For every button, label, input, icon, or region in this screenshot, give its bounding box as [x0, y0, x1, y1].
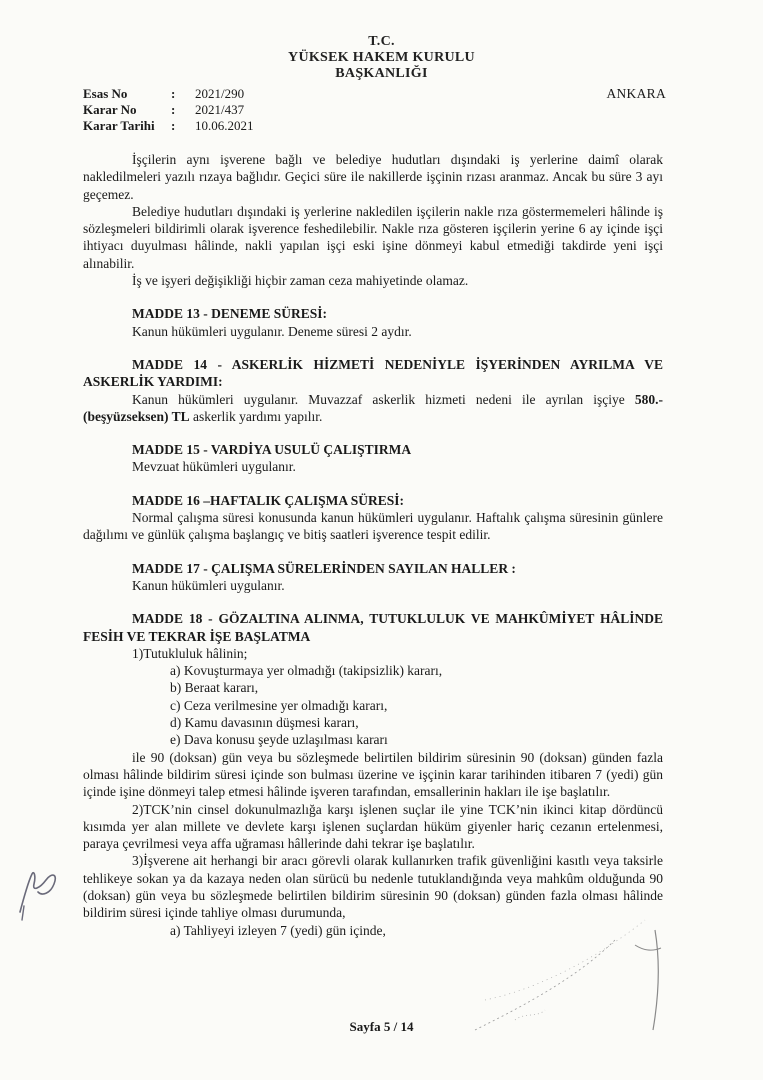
madde18-sub-d: d) Kamu davasının düşmesi kararı,	[170, 715, 359, 731]
madde13-title: MADDE 13 - DENEME SÜRESİ:	[132, 306, 328, 322]
madde14-text	[83, 391, 663, 426]
madde18-sub-a: a) Kovuşturmaya yer olmadığı (takipsizlik) kararı,	[170, 663, 443, 679]
meta-separator: :	[171, 86, 176, 101]
esas-label: Esas No	[83, 86, 128, 101]
case-metadata	[83, 86, 254, 134]
madde17-text: Kanun hükümleri uygulanır.	[132, 577, 285, 593]
intro-paragraph-2: Belediye hudutları dışındaki iş yerlerine nakledilen işçilerin nakle rıza göstermemeleri hâlinde iş sözleşmeleri bildirimli olarak işverence feshedilebilir. Nakle rıza gösteren işçilerin yerine 6 ay içinde işçi ihtiyacı duyulması hâlinde, nakli yapılan işçi eski işine dönmeyi kabul etmediği takdirde yeni işçi alınabilir.	[83, 203, 663, 271]
document-body	[83, 151, 663, 939]
intro-paragraph-3: İş ve işyeri değişikliği hiçbir zaman ceza mahiyetinde olamaz.	[132, 273, 469, 289]
madde18-sub-c: c) Ceza verilmesine yer olmadığı kararı,	[170, 697, 388, 713]
madde18-paragraph-after: ile 90 (doksan) gün veya bu sözleşmede belirtilen bildirim süresinin 90 (doksan) günden fazla olması hâlinde bildirim süresi içinde son bulması üzerine ve işçinin karar tarihinden itibaren 7 (yedi) gün içinde işine dönmeyi talep etmesi hâlinde işveren tarafından, emsallerinin hakları ile işe başlatılır.	[83, 749, 663, 800]
tarih-value: 10.06.2021	[195, 118, 254, 133]
meta-separator: :	[171, 118, 176, 133]
madde18-item3: 3)İşverene ait herhangi bir aracı görevli olarak kullanırken trafik güvenliğini kasıtlı veya taksirle tehlikeye sokan ya da kazaya neden olan sürücü bu nedenle tutuklandığında veya mahkûm olduğunda 90 (doksan) gün veya bu sözleşmede belirtilen bildirim süresinin 90 (doksan) günden fazla olması hâlinde bildirim süresi içinde tahliye olması durumunda,	[83, 853, 663, 921]
header-tc: T.C.	[368, 34, 395, 49]
madde18-item3-sub-a: a) Tahliyeyi izleyen 7 (yedi) gün içinde,	[170, 922, 386, 938]
madde15-text: Mevzuat hükümleri uygulanır.	[132, 459, 296, 475]
header-institution: YÜKSEK HAKEM KURULU	[288, 50, 475, 65]
madde14-title: MADDE 14 - ASKERLİK HİZMETİ NEDENİYLE İŞYERİNDEN AYRILMA VE ASKERLİK YARDIMI:	[83, 356, 663, 390]
meta-row-karar	[83, 102, 254, 118]
karar-label: Karar No	[83, 102, 137, 117]
document-header	[0, 34, 763, 82]
madde14-text-b: askerlik yardımı yapılır.	[189, 408, 323, 424]
madde18-sub-e: e) Dava konusu şeyde uzlaşılması kararı	[170, 732, 388, 748]
madde14-text-a: Kanun hükümleri uygulanır. Muvazzaf askerlik hizmeti nedeni ile ayrılan işçiye	[132, 391, 635, 407]
madde16-text: Normal çalışma süresi konusunda kanun hükümleri uygulanır. Haftalık çalışma süresinin günlere dağılımı ve günlük çalışma başlangıç ve bitiş saatleri işverence tespit edilir.	[83, 510, 663, 543]
madde14-amount: 580.- (beşyüzseksen) TL	[83, 391, 663, 424]
intro-paragraph-1: İşçilerin aynı işverene bağlı ve belediye hudutları dışındaki iş yerlerine daimî olarak nakledilmeleri yazılı rızaya bağlıdır. Geçici süre ile nakillerde işçinin rızası aranmaz. Ancak bu süre 3 ayı geçemez.	[83, 152, 663, 202]
madde16-title: MADDE 16 –HAFTALIK ÇALIŞMA SÜRESİ:	[132, 492, 405, 508]
madde17-title: MADDE 17 - ÇALIŞMA SÜRELERİNDEN SAYILAN HALLER :	[132, 560, 516, 576]
header-department: BAŞKANLIĞI	[335, 66, 428, 81]
madde13-text: Kanun hükümleri uygulanır. Deneme süresi 2 aydır.	[132, 323, 412, 339]
madde15-title: MADDE 15 - VARDİYA USULÜ ÇALIŞTIRMA	[132, 442, 412, 458]
page-number: Sayfa 5 / 14	[349, 1019, 414, 1034]
meta-row-esas	[83, 86, 254, 102]
esas-value: 2021/290	[195, 86, 245, 101]
margin-signature	[14, 862, 64, 922]
karar-value: 2021/437	[195, 102, 245, 117]
meta-row-tarih	[83, 118, 254, 134]
madde18-sub-b: b) Beraat kararı,	[170, 680, 259, 696]
city-label: ANKARA	[606, 86, 666, 101]
madde18-title: MADDE 18 - GÖZALTINA ALINMA, TUTUKLULUK VE MAHKÛMİYET HÂLİNDE FESİH VE TEKRAR İŞE BAŞLATMA	[83, 611, 663, 644]
tarih-label: Karar Tarihi	[83, 118, 155, 133]
meta-separator: :	[171, 102, 176, 117]
madde18-item1: 1)Tutukluluk hâlinin;	[132, 645, 248, 661]
madde18-item2: 2)TCK’nin cinsel dokunulmazlığa karşı işlenen suçlar ile yine TCK’nin ikinci kitap dördüncü kısımda yer alan millete ve devlete karşı işlenen suçlardan hüküm giyenler hariç cezanın ertelenmesi, paraya çevrilmesi veya affa uğraması hâllerinde dahi tekrar işe başlatılır.	[83, 801, 663, 852]
